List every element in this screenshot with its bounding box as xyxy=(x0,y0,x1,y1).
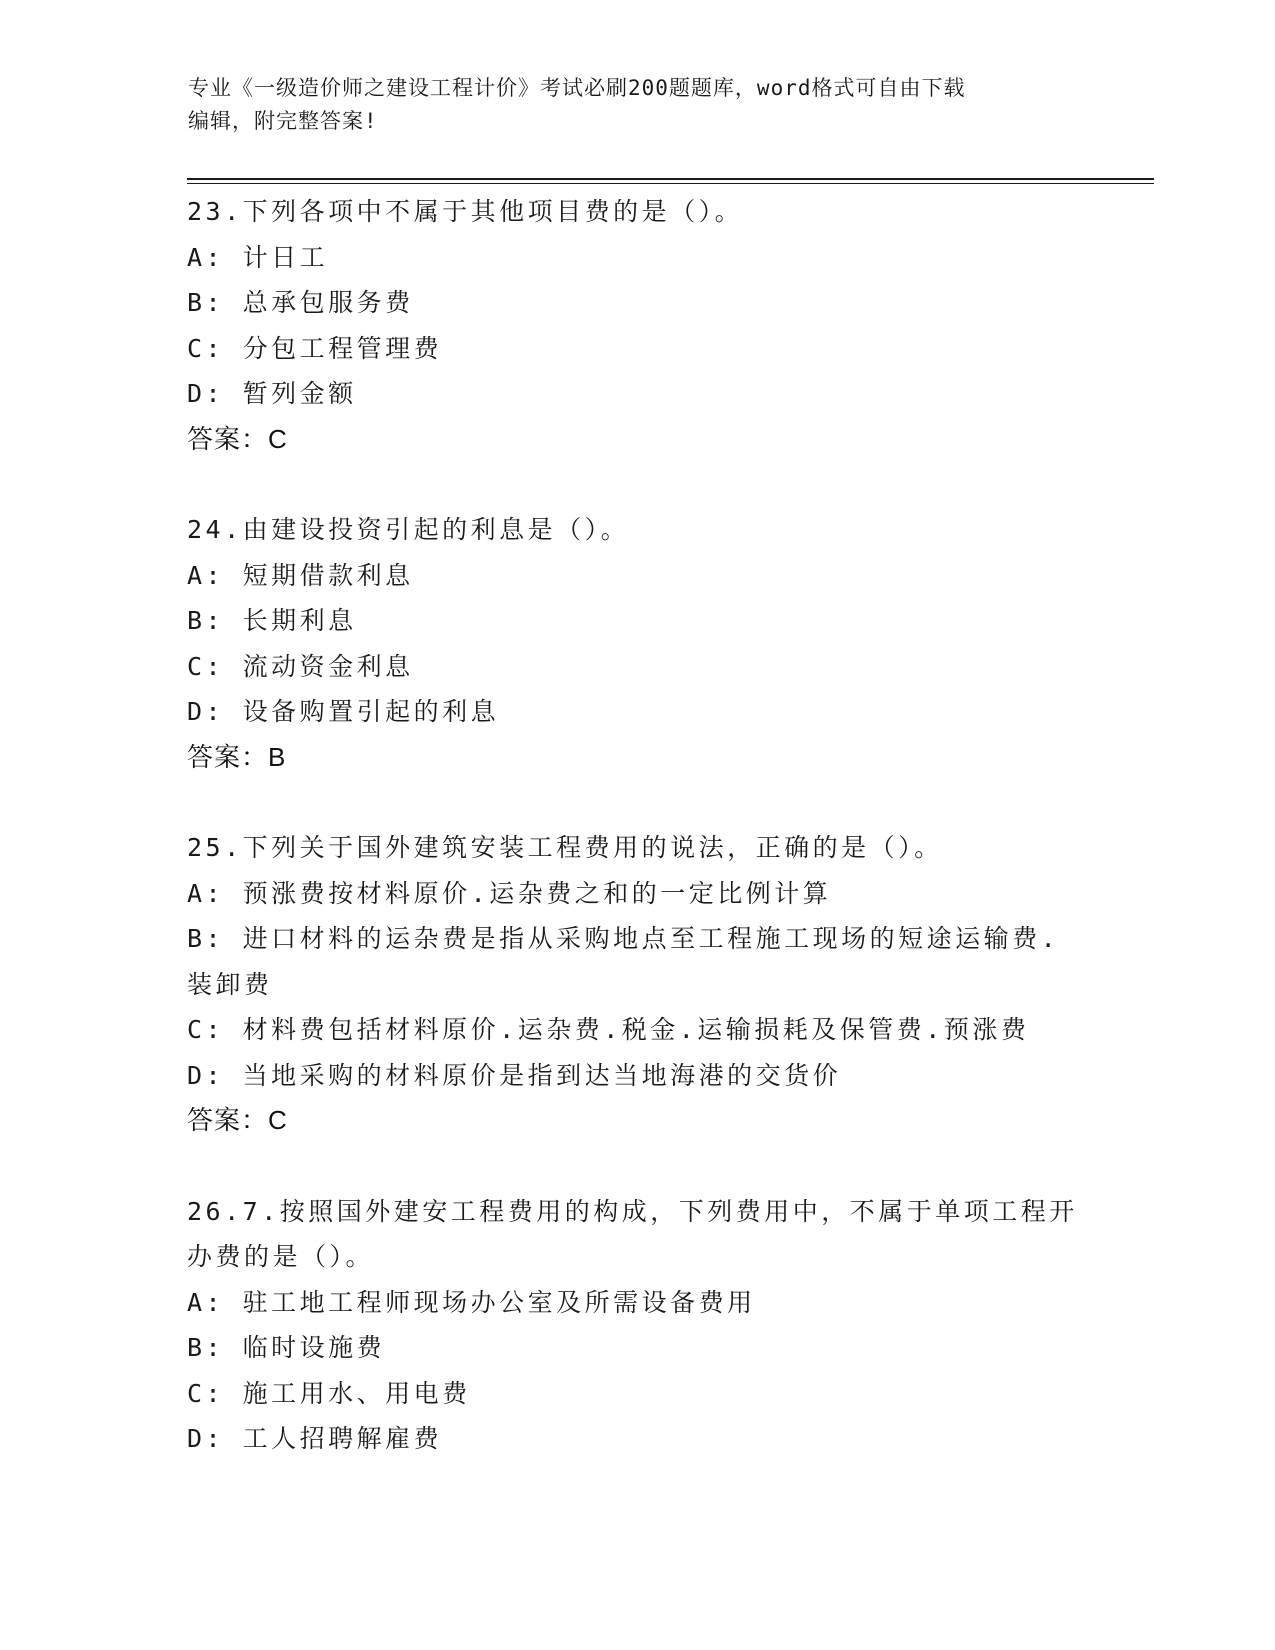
question-spacer xyxy=(187,1144,1087,1189)
option-d: D: 当地采购的材料原价是指到达当地海港的交货价 xyxy=(187,1060,842,1090)
question-stem: 25.下列关于国外建筑安装工程费用的说法，正确的是（）。 xyxy=(187,833,943,862)
option-a: A: 短期借款利息 xyxy=(187,560,414,590)
question-stem: 24.由建设投资引起的利息是（）。 xyxy=(187,515,630,544)
option-c: C: 流动资金利息 xyxy=(187,651,414,681)
question-spacer xyxy=(187,462,1087,507)
option-a: A: 驻工地工程师现场办公室及所需设备费用 xyxy=(187,1287,756,1317)
option-d: D: 暂列金额 xyxy=(187,379,357,408)
question-list xyxy=(187,189,1087,1462)
header-line-1: 专业《一级造价师之建设工程计价》考试必刷200题题库，word格式可自由下载 xyxy=(188,76,966,100)
option-c: C: 分包工程管理费 xyxy=(187,333,443,363)
header-rule-thin xyxy=(187,183,1154,184)
document-header xyxy=(188,72,1068,138)
option-a: A: 计日工 xyxy=(187,242,329,272)
answer-label: 答案：C xyxy=(187,1105,288,1135)
answer-label: 答案：C xyxy=(187,423,288,454)
option-b-continuation: 装卸费 xyxy=(187,969,273,999)
question-25 xyxy=(187,825,1087,1144)
header-rule-thick xyxy=(187,178,1154,180)
answer-label: 答案：B xyxy=(187,741,287,772)
question-spacer xyxy=(187,780,1087,825)
question-23 xyxy=(187,189,1087,462)
question-stem: 23.下列各项中不属于其他项目费的是（）。 xyxy=(187,197,744,226)
question-stem-continuation: 办费的是（）。 xyxy=(187,1242,375,1271)
option-b: B: 进口材料的运杂费是指从采购地点至工程施工现场的短途运输费. xyxy=(187,924,1060,953)
option-c: C: 材料费包括材料原价.运杂费.税金.运输损耗及保管费.预涨费 xyxy=(187,1015,1030,1044)
option-d: D: 设备购置引起的利息 xyxy=(187,697,500,726)
option-b: B: 总承包服务费 xyxy=(187,288,414,317)
header-line-2: 编辑，附完整答案! xyxy=(188,109,378,133)
question-24 xyxy=(187,507,1087,780)
option-a: A: 预涨费按材料原价.运杂费之和的一定比例计算 xyxy=(187,878,832,908)
question-26 xyxy=(187,1189,1087,1462)
option-d: D: 工人招聘解雇费 xyxy=(187,1424,443,1453)
option-b: B: 临时设施费 xyxy=(187,1333,386,1362)
question-stem: 26.7.按照国外建安工程费用的构成，下列费用中，不属于单项工程开 xyxy=(187,1196,1078,1226)
option-b: B: 长期利息 xyxy=(187,606,357,635)
option-c: C: 施工用水、用电费 xyxy=(187,1378,471,1408)
